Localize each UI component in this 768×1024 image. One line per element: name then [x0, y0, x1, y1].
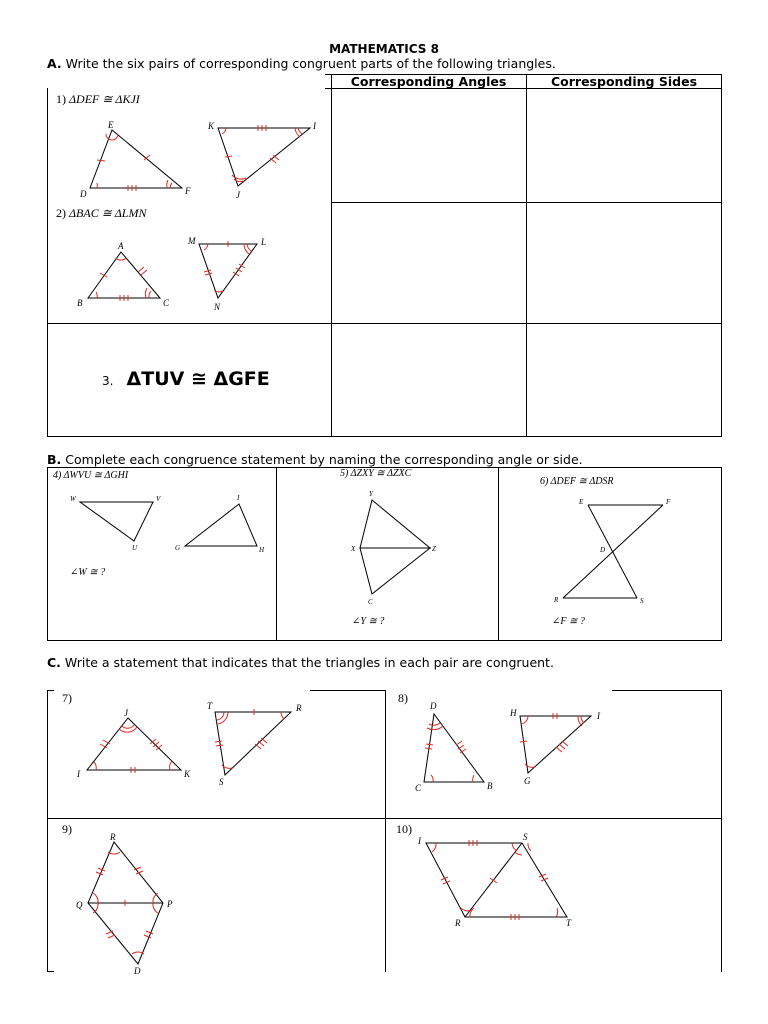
- triangle-wvu: [80, 502, 153, 541]
- label-p9-p: P: [167, 899, 173, 909]
- triangle-dcb: [424, 714, 484, 782]
- problem-5-question: ∠Y ≅ ?: [352, 616, 385, 627]
- label-p10-r: R: [455, 918, 461, 928]
- section-b-text: Complete each congruence statement by naming the corresponding angle or side.: [65, 452, 583, 467]
- problem-10-number: 10): [396, 822, 412, 836]
- triangle-jik: [87, 718, 181, 773]
- label-p9-q: Q: [76, 900, 83, 910]
- label-p1-j: J: [236, 190, 240, 200]
- label-p10-s: S: [523, 832, 528, 842]
- triangle-hig: [520, 713, 591, 773]
- triangle-mln: [199, 241, 257, 298]
- label-p6-f: F: [666, 498, 671, 506]
- triangle-kji: [218, 125, 310, 186]
- problem-1-statement: ΔDEF ≅ ΔKJI: [69, 92, 140, 106]
- label-p8-g: G: [524, 776, 531, 786]
- label-p7-i: I: [77, 769, 80, 779]
- label-p1-d: D: [80, 189, 87, 199]
- page-title: MATHEMATICS 8: [329, 42, 439, 56]
- section-b-letter: B.: [47, 452, 62, 467]
- label-p2-n: N: [214, 302, 221, 312]
- label-p6-s: S: [640, 597, 644, 605]
- label-p7-r: R: [296, 703, 302, 713]
- problem-6-question: ∠F ≅ ?: [552, 616, 585, 627]
- problem-3: 3. ΔTUV ≅ ΔGFE: [102, 368, 270, 390]
- section-c-letter: C.: [47, 655, 61, 670]
- problem-5-statement: 5) ΔZXY ≅ ΔZXC: [340, 468, 412, 479]
- problem-2-statement: ΔBAC ≅ ΔLMN: [69, 206, 147, 220]
- label-p6-e: E: [579, 498, 584, 506]
- parallelogram-istr: [426, 840, 567, 920]
- triangle-bac: [88, 252, 160, 301]
- label-p7-k: K: [184, 769, 191, 779]
- section-c-text: Write a statement that indicates that the triangles in each pair are congruent.: [64, 655, 554, 670]
- label-p5-x: X: [351, 545, 356, 553]
- col-corresponding-sides: Corresponding Sides: [550, 74, 698, 89]
- bowtie-def-dsr: [563, 505, 663, 598]
- label-p1-i: I: [313, 121, 316, 131]
- label-p7-j: J: [124, 708, 128, 718]
- label-p2-c: C: [163, 298, 170, 308]
- problem-4-question: ∠W ≅ ?: [70, 567, 106, 578]
- label-p2-b: B: [77, 298, 83, 308]
- label-p7-t: T: [207, 701, 213, 711]
- label-p1-e: E: [108, 120, 114, 130]
- label-p8-i: I: [597, 711, 600, 721]
- label-p7-s: S: [219, 777, 224, 787]
- label-p8-d: D: [430, 701, 437, 711]
- problem-4-statement: 4) ΔWVU ≅ ΔGHI: [53, 470, 129, 481]
- label-p6-r: R: [554, 596, 559, 604]
- problem-3-statement: ΔTUV ≅ ΔGFE: [126, 368, 270, 390]
- problem-8-number: 8): [398, 691, 408, 705]
- col-corresponding-angles: Corresponding Angles: [350, 74, 507, 89]
- label-p9-r: R: [110, 832, 116, 842]
- label-p8-h: H: [510, 708, 517, 718]
- label-p4-w: W: [70, 495, 76, 503]
- section-a-text: Write the six pairs of corresponding congruent parts of the following triangles.: [65, 56, 556, 71]
- label-p10-i: I: [418, 836, 421, 846]
- label-p9-d: D: [134, 966, 141, 976]
- label-p6-d: D: [600, 546, 606, 554]
- section-a-letter: A.: [47, 56, 62, 71]
- kite-zxy-zxc: [360, 500, 430, 594]
- problem-2: 2) ΔBAC ≅ ΔLMN: [56, 206, 147, 220]
- rhombus-rqpd: [88, 842, 163, 964]
- label-p5-y: Y: [369, 490, 373, 498]
- label-p5-z: Z: [432, 545, 436, 553]
- problem-6-statement: 6) ΔDEF ≅ ΔDSR: [540, 476, 614, 487]
- label-p2-l: L: [261, 237, 267, 247]
- label-p2-m: M: [188, 236, 196, 246]
- label-p1-k: K: [208, 121, 215, 131]
- label-p4-g: G: [175, 544, 181, 552]
- problem-7-number: 7): [62, 691, 72, 705]
- label-p1-f: F: [185, 186, 191, 196]
- label-p4-i: I: [237, 494, 240, 502]
- label-p10-t: T: [566, 918, 572, 928]
- label-p4-v: V: [156, 495, 161, 503]
- problem-9-number: 9): [62, 822, 72, 836]
- triangle-ghi: [185, 504, 257, 546]
- triangle-trs: [215, 709, 291, 775]
- label-p5-c: C: [368, 598, 373, 606]
- problem-1: 1) ΔDEF ≅ ΔKJI: [56, 92, 140, 106]
- label-p4-h: H: [259, 546, 265, 554]
- label-p8-c: C: [415, 783, 422, 793]
- label-p2-a: A: [118, 241, 124, 251]
- label-p4-u: U: [132, 544, 138, 552]
- label-p8-b: B: [487, 781, 493, 791]
- triangle-def: [90, 130, 182, 191]
